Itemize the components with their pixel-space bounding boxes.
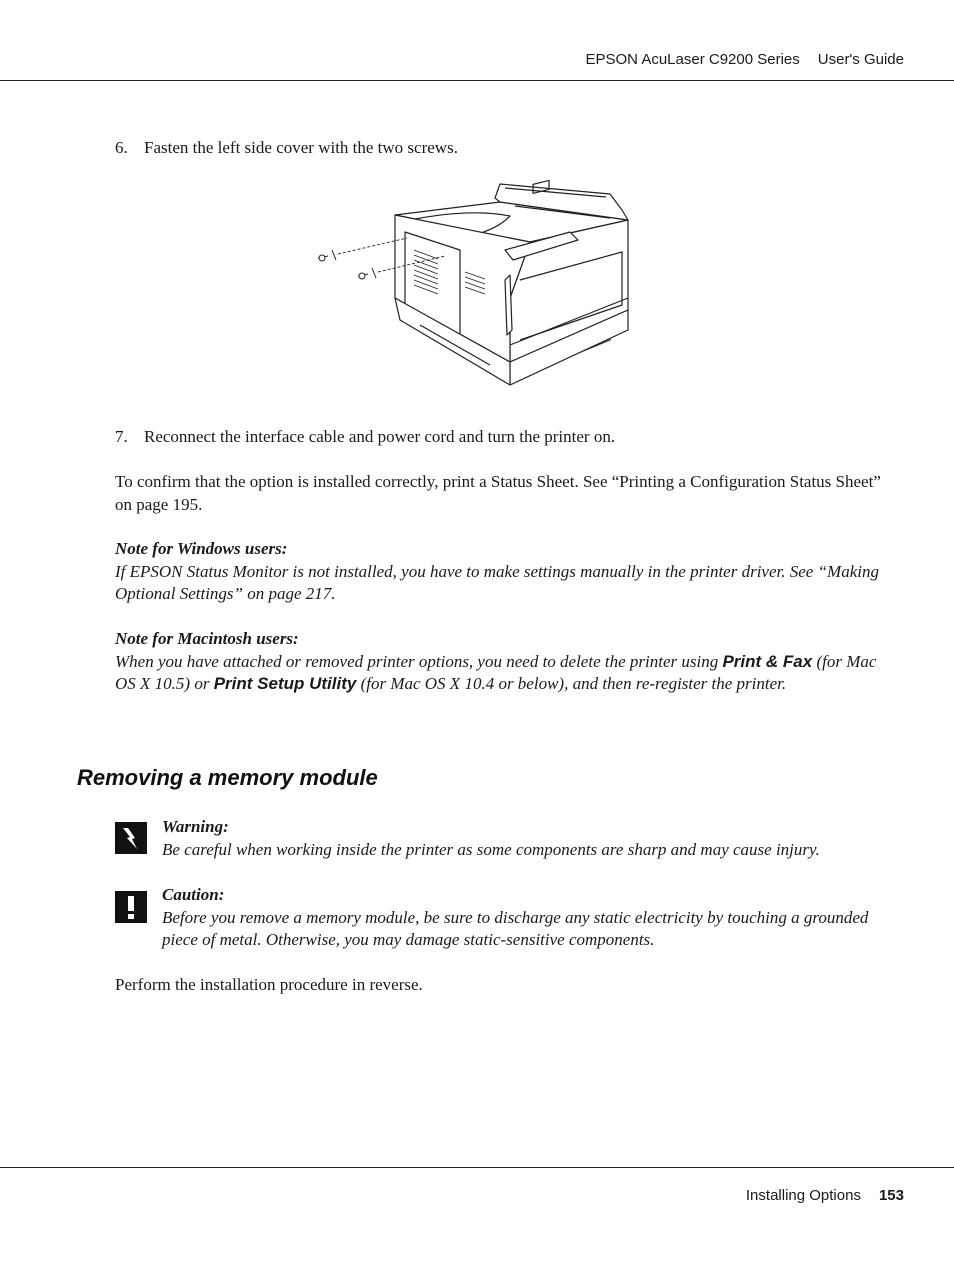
step-text: Fasten the left side cover with the two screws. — [144, 138, 458, 157]
caution-block — [162, 884, 887, 952]
note-mac — [115, 628, 885, 696]
header-product: EPSON AcuLaser C9200 Series — [585, 51, 800, 68]
step-number: 6. — [115, 138, 128, 157]
page-number: 153 — [878, 1187, 904, 1204]
note-windows-title: Note for Windows users: — [115, 539, 288, 558]
header-guide: User's Guide — [817, 51, 904, 68]
step-text: Reconnect the interface cable and power cord and turn the printer on. — [144, 427, 616, 446]
warning-text: Be careful when working inside the printer as some components are sharp and may cause injury. — [162, 839, 820, 859]
page-footer — [746, 1187, 904, 1204]
note-mac-text-3: (for Mac OS X 10.4 or below), and then re-register the printer. — [356, 674, 787, 693]
footer-rule — [0, 1167, 954, 1168]
final-paragraph: Perform the installation procedure in reverse. — [115, 975, 423, 994]
ui-print-setup-utility: Print Setup Utility — [213, 674, 357, 693]
note-windows-text: If EPSON Status Monitor is not installed, you have to make settings manually in the printer driver. See “Making Optional Settings” on page 217. — [115, 561, 879, 603]
confirm-paragraph: To confirm that the option is installed correctly, print a Status Sheet. See “Printing a Configuration Status Sheet” on page 195. — [115, 472, 881, 514]
section-heading: Removing a memory module — [77, 765, 378, 790]
ui-print-fax: Print & Fax — [722, 651, 813, 671]
note-mac-text-2: (for Mac OS X 10.5) or — [115, 651, 877, 693]
printer-illustration — [310, 180, 640, 395]
note-mac-text-1: When you have attached or removed printer options, you need to delete the printer using — [115, 651, 723, 671]
exclamation-caution-icon — [115, 891, 147, 923]
step-7 — [115, 426, 615, 449]
note-mac-title: Note for Macintosh users: — [115, 629, 299, 648]
warning-title: Warning: — [162, 817, 229, 836]
warning-block — [162, 816, 887, 861]
note-windows — [115, 538, 885, 606]
step-number: 7. — [115, 427, 128, 446]
caution-title: Caution: — [162, 885, 225, 904]
caution-text: Before you remove a memory module, be sure to discharge any static electricity by touching a grounded piece of metal. Otherwise, you may damage static-sensitive components. — [162, 907, 869, 949]
note-mac-text — [115, 651, 885, 696]
page-header — [585, 51, 904, 68]
step-6 — [115, 137, 458, 160]
header-rule — [0, 80, 954, 81]
footer-chapter: Installing Options — [745, 1187, 861, 1204]
lightning-warning-icon — [115, 822, 147, 854]
